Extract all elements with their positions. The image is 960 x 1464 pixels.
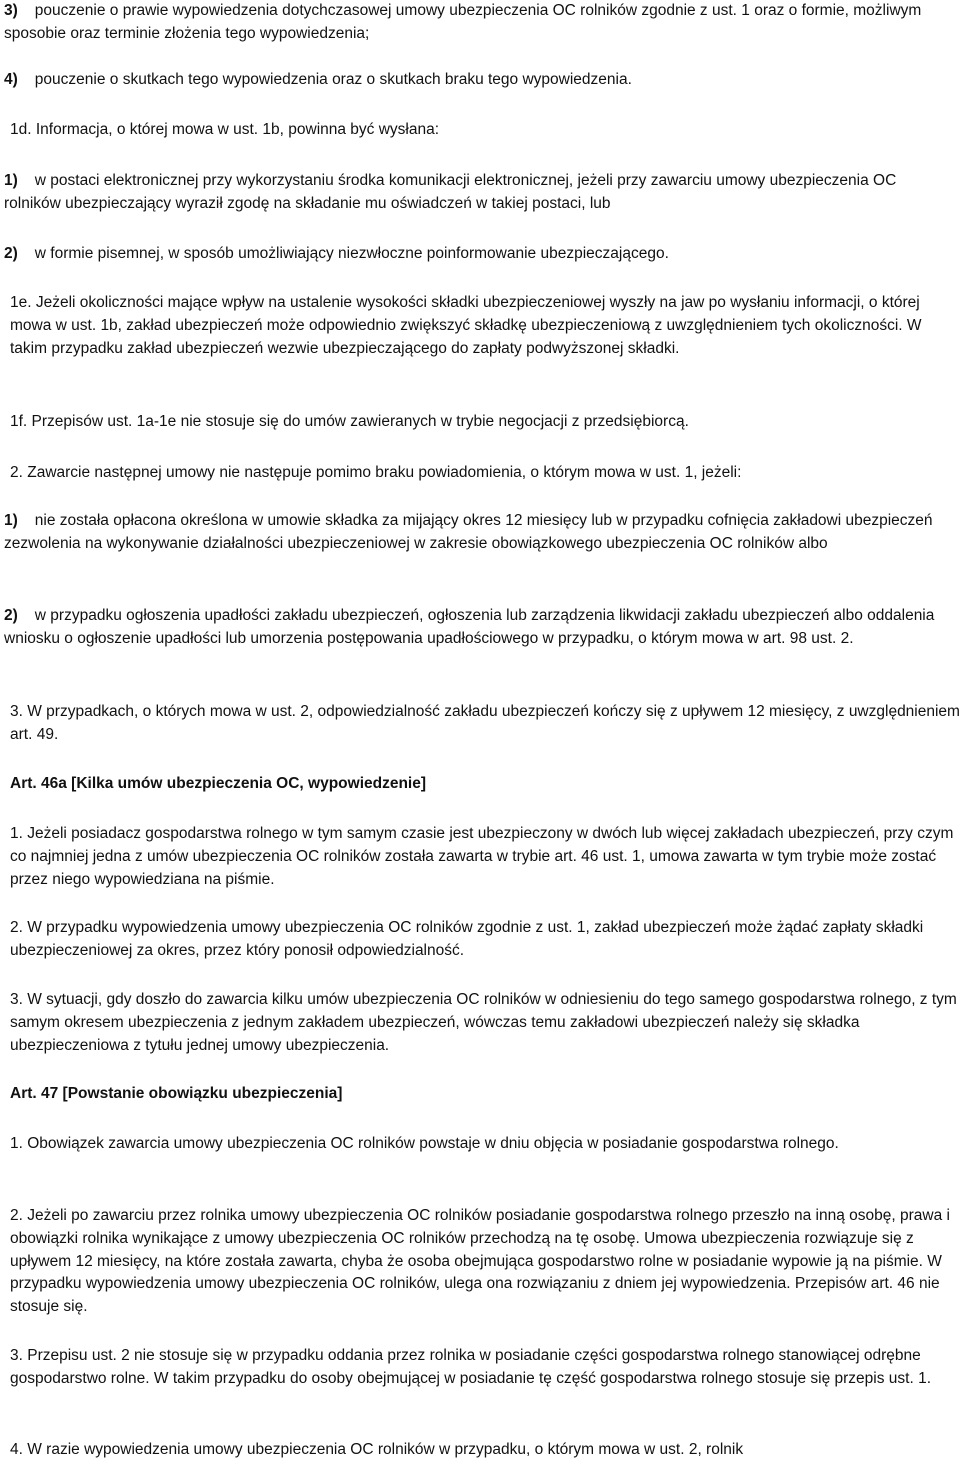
item-text: w formie pisemnej, w sposób umożliwiający niezwłoczne poinformowanie ubezpieczającego. <box>34 245 669 262</box>
list-item-paragraph <box>4 0 956 46</box>
article-heading: Art. 47 [Powstanie obowiązku ubezpieczenia] <box>10 1085 343 1102</box>
section-paragraph: 3. W przypadkach, o których mowa w ust. 2, odpowiedzialność zakładu ubezpieczeń kończy się z upływem 12 miesięcy, z uwzględnieniem art. 49. <box>10 703 960 743</box>
list-item-paragraph <box>4 69 956 92</box>
section-paragraph: 3. W sytuacji, gdy doszło do zawarcia kilku umów ubezpieczenia OC rolników w odniesieniu do tego samego gospodarstwa rolnego, z tym samym okresem ubezpieczenia z jednym zakładem ubezpieczeń, wówczas temu zakładowi ubezpieczeń należy się składka ubezpieczeniowa z tytułu jednej umowy ubezpieczenia. <box>10 991 957 1054</box>
section-paragraph: 1e. Jeżeli okoliczności mające wpływ na ustalenie wysokości składki ubezpieczeniowej wyszły na jaw po wysłaniu informacji, o której mowa w ust. 1b, zakład ubezpieczeń może odpowiednio zwiększyć składkę ubezpieczeniową z uwzględnieniem tych okoliczności. W takim przypadku zakład ubezpieczeń wezwie ubezpieczającego do zapłaty podwyższonej składki. <box>10 294 922 357</box>
item-number: 4) <box>4 71 18 88</box>
article-heading: Art. 46a [Kilka umów ubezpieczenia OC, wypowiedzenie] <box>10 775 427 792</box>
list-item-paragraph <box>4 170 956 216</box>
item-number: 2) <box>4 245 18 262</box>
section-paragraph: 1. Jeżeli posiadacz gospodarstwa rolnego w tym samym czasie jest ubezpieczony w dwóch lub więcej zakładach ubezpieczeń, przy czym co najmniej jedna z umów ubezpieczenia OC rolników została zawarta w trybie art. 46 ust. 1, umowa zawarta w tym trybie może zostać przez niego wypowiedziana na piśmie. <box>10 825 954 888</box>
section-paragraph: 1f. Przepisów ust. 1a-1e nie stosuje się do umów zawieranych w trybie negocjacji z przedsiębiorcą. <box>10 413 689 430</box>
section-paragraph: 2. Jeżeli po zawarciu przez rolnika umowy ubezpieczenia OC rolników posiadanie gospodarstwa rolnego przeszło na inną osobę, prawa i obowiązki rolnika wynikające z umowy ubezpieczenia OC rolników przechodzą na tę osobę. Umowa ubezpieczenia rozwiązuje się z upływem 12 miesięcy, na które została zawarta, chyba że osoba obejmująca gospodarstwo rolne w posiadanie wypowie ją na piśmie. W przypadku wypowiedzenia umowy ubezpieczenia OC rolników, ulega ona rozwiązaniu z dniem jej wypowiedzenia. Przepisów art. 46 nie stosuje się. <box>10 1207 950 1316</box>
section-paragraph: 1. Obowiązek zawarcia umowy ubezpieczenia OC rolników powstaje w dniu objęcia w posiadanie gospodarstwa rolnego. <box>10 1135 839 1152</box>
item-text: w przypadku ogłoszenia upadłości zakładu ubezpieczeń, ogłoszenia lub zarządzenia likwidacji zakładu ubezpieczeń albo oddalenia wniosku o ogłoszenie upadłości lub umorzenia postępowania upadłościowego w przypadku, o którym mowa w art. 98 ust. 2. <box>4 607 935 647</box>
item-number: 3) <box>4 2 18 19</box>
item-text: nie została opłacona określona w umowie składka za mijający okres 12 miesięcy lub w przypadku cofnięcia zakładowi ubezpieczeń zezwolenia na wykonywanie działalności ubezpieczeniowej w zakresie obowiązkowego ubezpieczenia OC rolników albo <box>4 512 933 552</box>
section-paragraph: 1d. Informacja, o której mowa w ust. 1b, powinna być wysłana: <box>10 121 440 138</box>
item-number: 2) <box>4 607 18 624</box>
section-paragraph: 2. Zawarcie następnej umowy nie następuje pomimo braku powiadomienia, o którym mowa w ust. 1, jeżeli: <box>10 464 742 481</box>
section-paragraph: 2. W przypadku wypowiedzenia umowy ubezpieczenia OC rolników zgodnie z ust. 1, zakład ubezpieczeń może żądać zapłaty składki ubezpieczeniowej za okres, przez który ponosił odpowiedzialność. <box>10 919 924 959</box>
item-number: 1) <box>4 512 18 529</box>
list-item-paragraph <box>4 605 956 651</box>
list-item-paragraph <box>4 243 956 266</box>
section-paragraph: 4. W razie wypowiedzenia umowy ubezpieczenia OC rolników w przypadku, o którym mowa w ust. 2, rolnik <box>10 1441 744 1458</box>
item-text: pouczenie o prawie wypowiedzenia dotychczasowej umowy ubezpieczenia OC rolników zgodnie z ust. 1 oraz o formie, możliwym sposobie oraz terminie złożenia tego wypowiedzenia; <box>4 2 922 42</box>
list-item-paragraph <box>4 510 956 556</box>
item-number: 1) <box>4 172 18 189</box>
item-text: pouczenie o skutkach tego wypowiedzenia oraz o skutkach braku tego wypowiedzenia. <box>34 71 632 88</box>
section-paragraph: 3. Przepisu ust. 2 nie stosuje się w przypadku oddania przez rolnika w posiadanie części gospodarstwa rolnego stanowiącej odrębne gospodarstwo rolne. W takim przypadku do osoby obejmującej w posiadanie tę część gospodarstwa rolnego stosuje się przepis ust. 1. <box>10 1347 932 1387</box>
item-text: w postaci elektronicznej przy wykorzystaniu środka komunikacji elektronicznej, jeżeli przy zawarciu umowy ubezpieczenia OC rolników ubezpieczający wyraził zgodę na składanie mu oświadczeń w takiej postaci, lub <box>4 172 897 212</box>
